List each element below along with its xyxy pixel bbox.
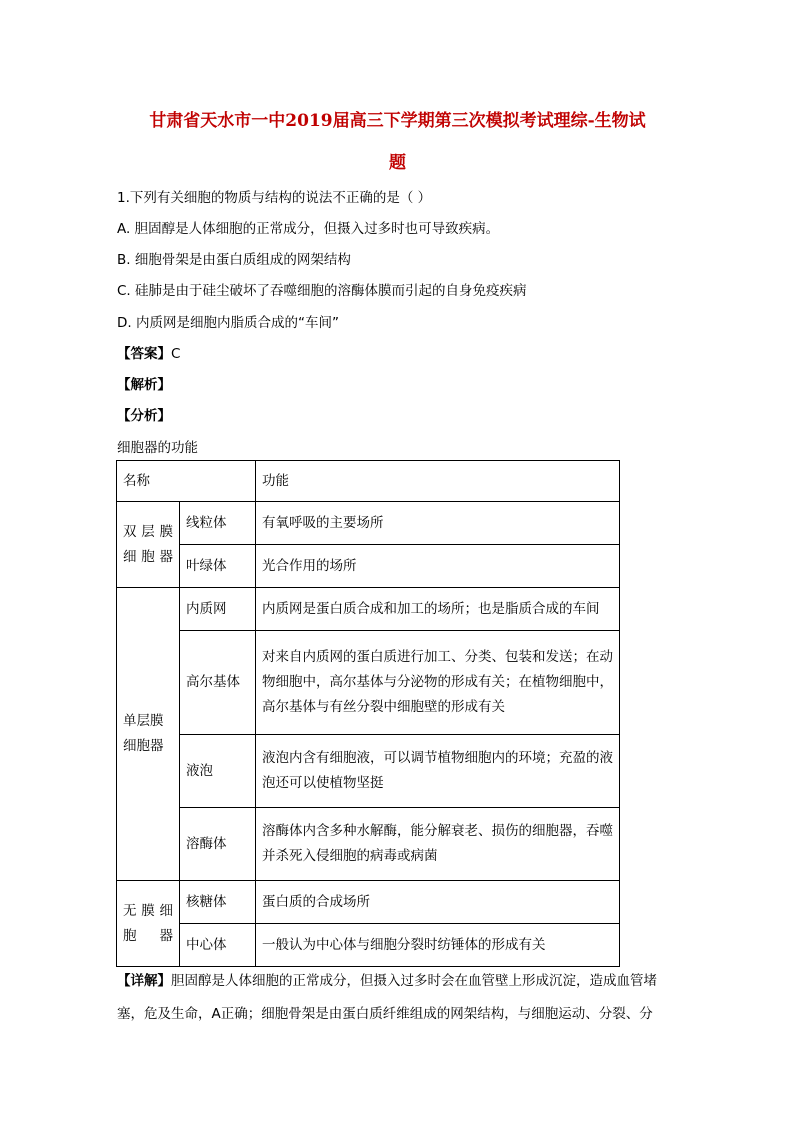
category-cell: 单层膜细胞器 <box>117 588 180 881</box>
function-cell: 有氧呼吸的主要场所 <box>256 502 620 545</box>
analysis-label: 【解析】 <box>117 377 171 393</box>
function-cell: 内质网是蛋白质合成和加工的场所；也是脂质合成的车间 <box>256 588 620 631</box>
table-caption: 细胞器的功能 <box>117 440 198 456</box>
table-header-row <box>117 461 620 502</box>
table-row <box>117 631 620 735</box>
organelle-cell: 高尔基体 <box>180 631 256 735</box>
option-d: D. 内质网是细胞内脂质合成的“车间” <box>117 315 339 331</box>
category-cell: 无膜细胞器 <box>117 881 180 967</box>
category-cell: 双层膜细胞器 <box>117 502 180 588</box>
organelle-cell: 中心体 <box>180 924 256 967</box>
table-row <box>117 924 620 967</box>
function-cell: 光合作用的场所 <box>256 545 620 588</box>
page-title-continued: 题 <box>389 153 406 173</box>
header-name: 名称 <box>117 461 256 502</box>
option-c: C. 硅肺是由于硅尘破坏了吞噬细胞的溶酶体膜而引起的自身免疫疾病 <box>117 283 527 299</box>
fenxi-label: 【分析】 <box>117 408 171 424</box>
option-b: B. 细胞骨架是由蛋白质组成的网架结构 <box>117 252 351 268</box>
option-a: A. 胆固醇是人体细胞的正常成分，但摄入过多时也可导致疾病。 <box>117 221 500 237</box>
detail-paragraph <box>117 965 677 1031</box>
question-stem: 1.下列有关细胞的物质与结构的说法不正确的是（ ） <box>117 190 432 206</box>
organelle-cell: 叶绿体 <box>180 545 256 588</box>
function-cell: 液泡内含有细胞液，可以调节植物细胞内的环境；充盈的液泡还可以使植物坚挺 <box>256 735 620 808</box>
detail-label: 【详解】 <box>117 973 171 989</box>
table-row <box>117 502 620 545</box>
function-cell: 溶酶体内含多种水解酶，能分解衰老、损伤的细胞器，吞噬并杀死入侵细胞的病毒或病菌 <box>256 808 620 881</box>
answer-value: C <box>171 346 181 362</box>
organelle-cell: 线粒体 <box>180 502 256 545</box>
organelle-cell: 溶酶体 <box>180 808 256 881</box>
answer-label: 【答案】 <box>117 346 171 362</box>
page-title: 甘肃省天水市一中2019届高三下学期第三次模拟考试理综-生物试 <box>149 111 646 131</box>
function-cell: 蛋白质的合成场所 <box>256 881 620 924</box>
table-row <box>117 808 620 881</box>
organelle-cell: 内质网 <box>180 588 256 631</box>
organelle-cell: 液泡 <box>180 735 256 808</box>
table-row <box>117 588 620 631</box>
function-cell: 对来自内质网的蛋白质进行加工、分类、包装和发送；在动物细胞中，高尔基体与分泌物的形成有关；在植物细胞中，高尔基体与有丝分裂中细胞壁的形成有关 <box>256 631 620 735</box>
answer-line <box>117 342 180 362</box>
table-row <box>117 735 620 808</box>
header-function: 功能 <box>256 461 620 502</box>
organelle-function-table <box>116 460 620 967</box>
table-row <box>117 881 620 924</box>
organelle-cell: 核糖体 <box>180 881 256 924</box>
table-row <box>117 545 620 588</box>
detail-text: 胆固醇是人体细胞的正常成分，但摄入过多时会在血管壁上形成沉淀，造成血管堵塞，危及生命，A正确；细胞骨架是由蛋白质纤维组成的网架结构，与细胞运动、分裂、分 <box>117 973 657 1022</box>
function-cell: 一般认为中心体与细胞分裂时纺锤体的形成有关 <box>256 924 620 967</box>
